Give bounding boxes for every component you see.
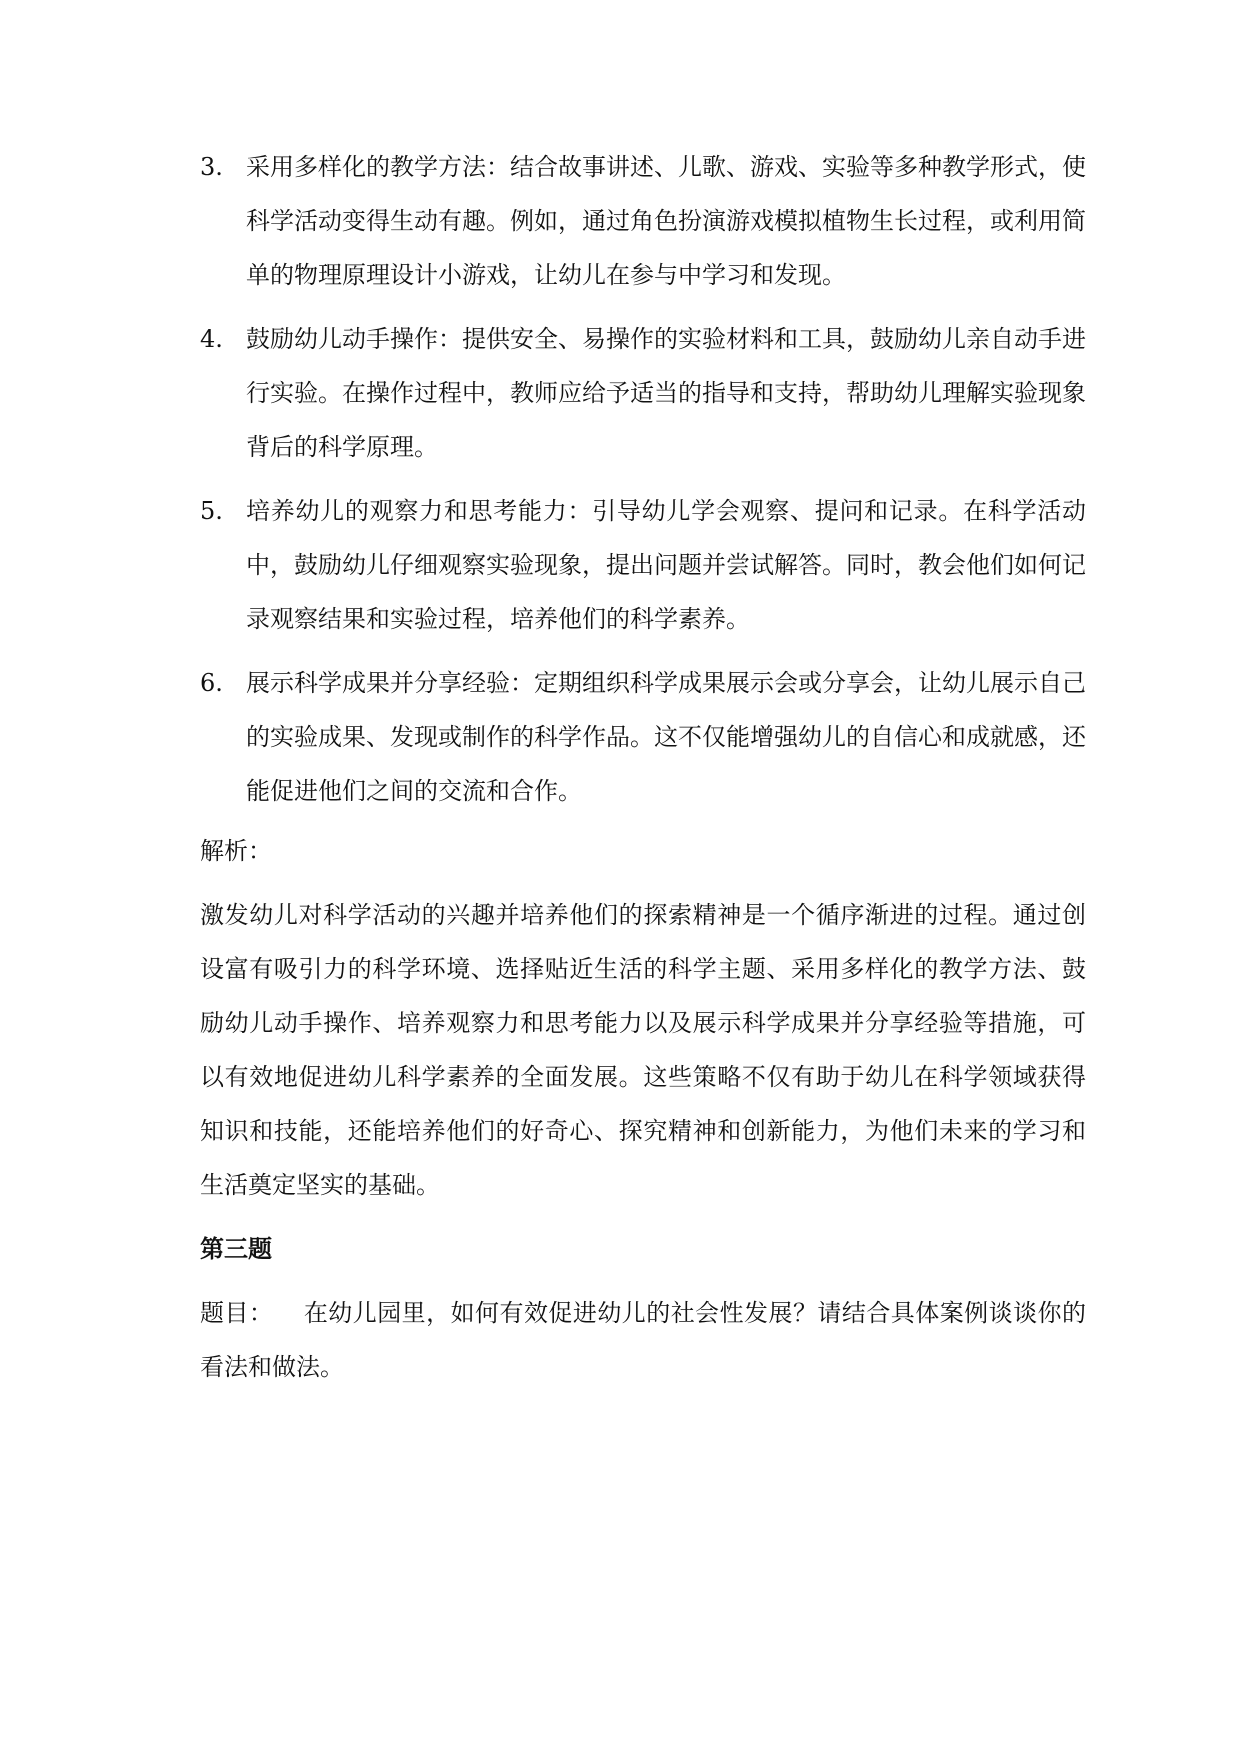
list-item-number: 3. <box>200 153 223 181</box>
list-item <box>200 140 1086 302</box>
question-text: 在幼儿园里，如何有效促进幼儿的社会性发展？请结合具体案例谈谈你的看法和做法。 <box>200 1299 1087 1381</box>
list-item-number: 5. <box>200 497 223 525</box>
list-item <box>200 312 1086 474</box>
analysis-paragraph: 激发幼儿对科学活动的兴趣并培养他们的探索精神是一个循序渐进的过程。通过创设富有吸引力的科学环境、选择贴近生活的科学主题、采用多样化的教学方法、鼓励幼儿动手操作、培养观察力和思考能力以及展示科学成果并分享经验等措施，可以有效地促进幼儿科学素养的全面发展。这些策略不仅有助于幼儿在科学领域获得知识和技能，还能培养他们的好奇心、探究精神和创新能力，为他们未来的学习和生活奠定坚实的基础。 <box>200 901 1086 1199</box>
question-label: 题目： <box>200 1299 274 1327</box>
list-item-number: 4. <box>200 325 223 353</box>
list-item-text: 鼓励幼儿动手操作：提供安全、易操作的实验材料和工具，鼓励幼儿亲自动手进行实验。在操作过程中，教师应给予适当的指导和支持，帮助幼儿理解实验现象背后的科学原理。 <box>246 325 1086 461</box>
list-item-number: 6. <box>200 669 223 697</box>
document-body <box>200 140 1086 1394</box>
list-item-text: 展示科学成果并分享经验：定期组织科学成果展示会或分享会，让幼儿展示自己的实验成果、发现或制作的科学作品。这不仅能增强幼儿的自信心和成就感，还能促进他们之间的交流和合作。 <box>246 669 1086 805</box>
list-item <box>200 656 1086 818</box>
question-paragraph <box>200 1286 1086 1394</box>
list-item-text: 培养幼儿的观察力和思考能力：引导幼儿学会观察、提问和记录。在科学活动中，鼓励幼儿仔细观察实验现象，提出问题并尝试解答。同时，教会他们如何记录观察结果和实验过程，培养他们的科学素养。 <box>246 497 1086 633</box>
section-heading: 第三题 <box>200 1234 272 1263</box>
list-item-text: 采用多样化的教学方法：结合故事讲述、儿歌、游戏、实验等多种教学形式，使科学活动变得生动有趣。例如，通过角色扮演游戏模拟植物生长过程，或利用简单的物理原理设计小游戏，让幼儿在参与中学习和发现。 <box>246 153 1086 289</box>
analysis-label: 解析： <box>200 837 272 865</box>
list-item <box>200 484 1086 646</box>
